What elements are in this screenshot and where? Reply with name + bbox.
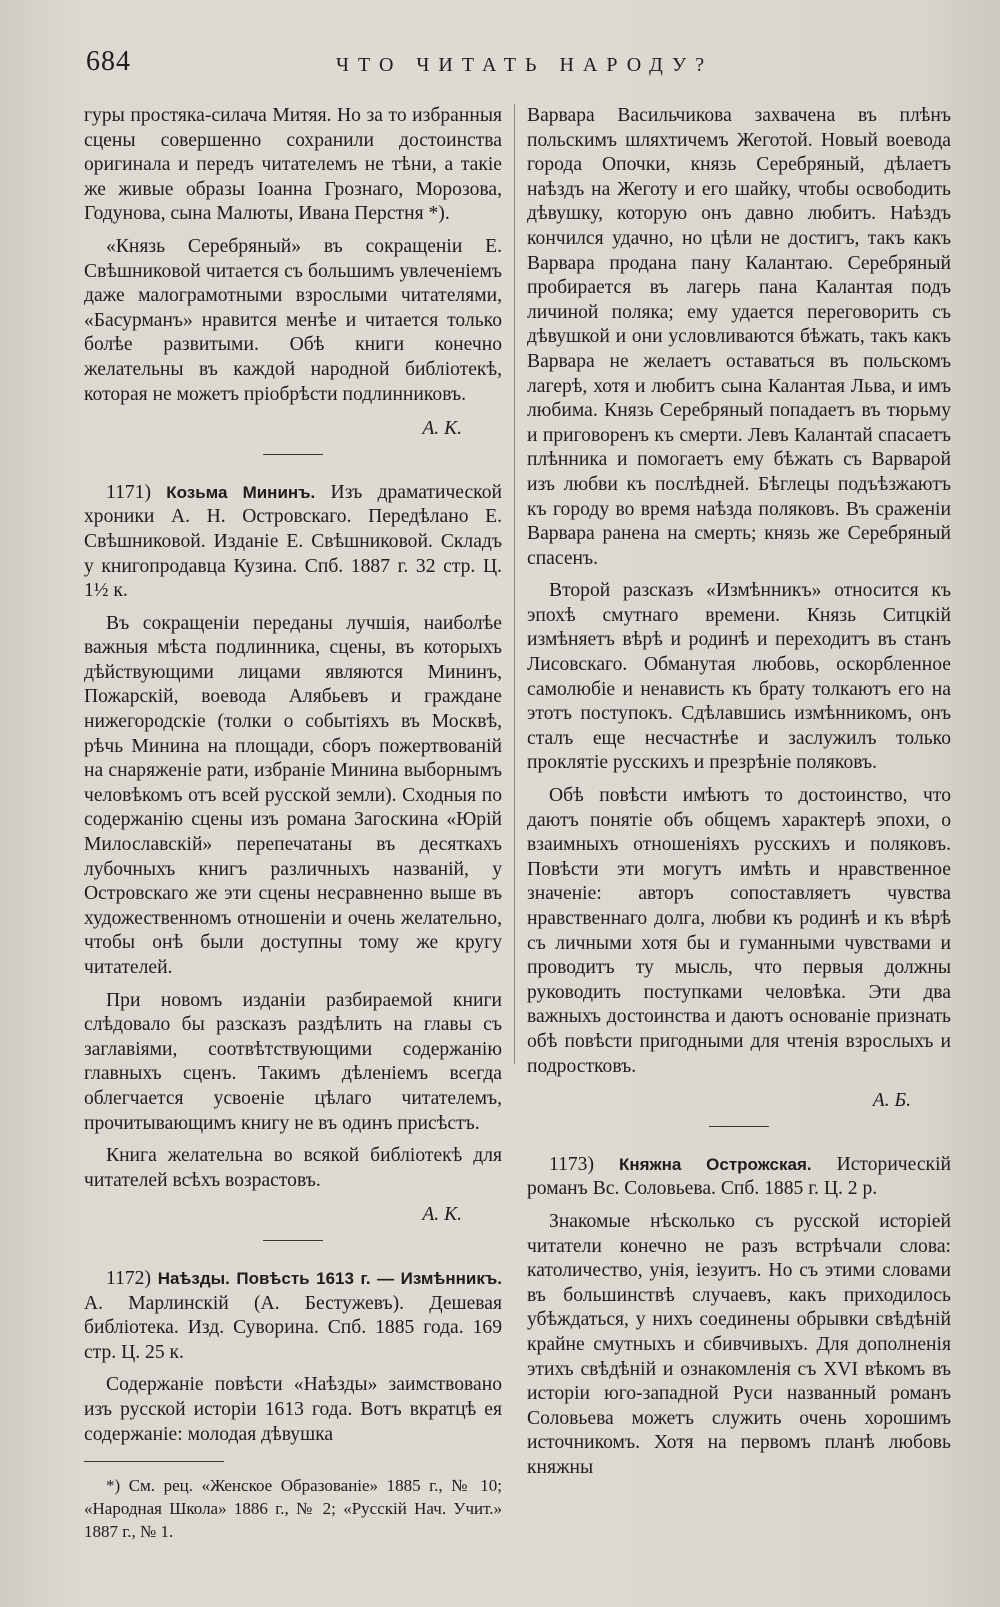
right-column	[527, 104, 951, 1480]
section-divider	[263, 1240, 323, 1241]
paragraph: При новомъ изданіи разбираемой книги слѣдовало бы разсказъ раздѣлить на главы съ заглавіями, соотвѣтствующими содержанію главныхъ сценъ. Такимъ дѣленіемъ всегда облегчается усвоеніе цѣлаго читателемъ, прочитывающимъ книгу не въ одинъ присѣстъ.	[84, 989, 502, 1134]
paragraph: Варвара Васильчикова захвачена въ плѣнъ польскимъ шляхтичемъ Жеготой. Новый воевода города Опочки, князь Серебряный, дѣлаетъ наѣздъ на Жеготу и его шайку, чтобы освободить дѣвушку, которую онъ давно любитъ. Наѣздъ кончился удачно, но цѣли не достигъ, такъ какъ Варвара продана пану Калантаю. Серебряный пробирается въ лагерь пана Калантая подъ личиной поляка; ему удается переговорить съ дѣвушкой и они условливаются бѣжать, такъ какъ Варвара не желаетъ оставаться въ польскомъ лагерѣ, хотя и любитъ сына Калантая Льва, и имъ любима. Князь Серебряный попадаетъ въ тюрьму и приговоренъ къ смерти. Левъ Калантай спасаетъ плѣнника и помогаетъ ему бѣжать съ Варварой изъ любви къ послѣдней. Бѣглецы подъѣзжаютъ къ городу во время наѣзда поляковъ. Въ сраженіи Варвара ранена на смерть; князь же Серебряный спасенъ.	[527, 105, 951, 569]
entry-title: Княжна Острожская.	[619, 1154, 812, 1174]
section-divider	[263, 454, 323, 455]
paragraph: гуры простяка-силача Митяя. Но за то избранныя сцены совершенно сохранили достоинства оригинала и передъ читателемъ не тѣни, а такіе же живые образы Іоанна Грознаго, Морозова, Годунова, сына Малюты, Ивана Перстня *).	[84, 105, 502, 225]
page-number: 684	[86, 46, 131, 77]
entry-bibliography: Изъ драматической хроники А. Н. Островскаго. Передѣлано Е. Свѣшниковой. Изданіе Е. Свѣшниковой. Складъ у книгопродавца Кузина. Спб. 1887 г. 32 стр. Ц. 1½ к.	[84, 481, 502, 602]
entry-1171	[84, 481, 502, 604]
footnote: *) См. рец. «Женское Образованіе» 1885 г., № 10; «Народная Школа» 1886 г., № 2; «Русскій Нач. Учит.» 1887 г., № 1.	[84, 1476, 502, 1542]
paragraph: «Князь Серебряный» въ сокращеніи Е. Свѣшниковой читается съ большимъ увлеченіемъ даже малограмотными взрослыми читателями, «Басурманъ» нравится менѣе и читается только болѣе развитыми. Обѣ книги конечно желательны въ каждой народной библіотекѣ, которая не можетъ пріобрѣсти подлинниковъ.	[84, 235, 502, 405]
entry-number: 1173)	[549, 1153, 594, 1175]
footnote-rule	[84, 1461, 224, 1462]
signature: А. К.	[422, 418, 462, 440]
column-divider	[514, 104, 515, 1064]
entry-number: 1171)	[106, 481, 151, 503]
signature: А. Б.	[872, 1090, 911, 1112]
running-title: ЧТО ЧИТАТЬ НАРОДУ?	[336, 54, 714, 76]
paragraph: Въ сокращеніи переданы лучшія, наиболѣе важныя мѣста подлинника, сцены, въ которыхъ дѣйствующими лицами являются Мининъ, Пожарскій, воевода Алябьевъ и граждане нижегородскіе (толки о событіяхъ въ Москвѣ, рѣчь Минина на площади, сборъ пожертвованій на снаряженіе рати, избраніе Минина выборнымъ человѣкомъ отъ всей русской земли). Сходныя по содержанію сцены изъ романа Загоскина «Юрій Милославскій» перепечатаны въ десяткахъ лубочныхъ книгъ различныхъ названій, у Островскаго же эти сцены несравненно выше въ художественномъ отношеніи и очень желательно, чтобы онѣ были доступны тому же кругу читателей.	[84, 612, 502, 978]
paragraph: Второй разсказъ «Измѣнникъ» относится къ эпохѣ смутнаго времени. Князь Ситцкій измѣняетъ вѣрѣ и родинѣ и переходитъ въ станъ Лисовскаго. Обманутая любовь, оскорбленное самолюбіе и ненависть къ брату толкаютъ его на этотъ поступокъ. Сдѣлавшись измѣнникомъ, онъ сталъ еще несчастнѣе и заслужилъ только проклятіе русскихъ и презрѣніе поляковъ.	[527, 580, 951, 774]
entry-number: 1172)	[106, 1267, 151, 1289]
entry-1172	[84, 1267, 502, 1365]
entry-1173	[527, 1153, 951, 1202]
entry-title: Козьма Мининъ.	[166, 482, 316, 502]
entry-title: Наѣзды. Повѣсть 1613 г. — Измѣнникъ.	[157, 1268, 502, 1288]
left-column	[84, 104, 502, 1543]
paragraph: Знакомые нѣсколько съ русской исторіей читатели конечно не разъ встрѣчали слова: католичество, унія, іезуитъ. Но съ этими словами въ большинствѣ случаевъ, какъ приходилось убѣждаться, у нихъ соединены обрывки свѣдѣній крайне смутныхъ и сбивчивыхъ. Для дополненія этихъ свѣдѣній и ознакомленія съ XVI вѣкомъ въ исторіи юго-западной Руси названный романъ Соловьева можетъ служить очень хорошимъ источникомъ. Хотя на первомъ планѣ любовь княжны	[527, 1210, 951, 1478]
paragraph: Книга желательна во всякой библіотекѣ для читателей всѣхъ возрастовъ.	[84, 1145, 502, 1191]
entry-bibliography: Историческій романъ Вс. Соловьева. Спб. 1885 г. Ц. 2 р.	[527, 1153, 951, 1200]
section-divider	[709, 1126, 769, 1127]
page-header	[86, 46, 964, 82]
signature: А. К.	[422, 1204, 462, 1226]
paragraph: Обѣ повѣсти имѣютъ то достоинство, что даютъ понятіе объ общемъ характерѣ эпохи, о взаимныхъ отношеніяхъ русскихъ и поляковъ. Повѣсти эти могутъ имѣть и нравственное значеніе: авторъ сопоставляетъ чувства нравственнаго долга, любви къ родинѣ и къ вѣрѣ съ личными хотя бы и гуманными чувствами и проводитъ ту мысль, что первыя должны руководить поступками человѣка. Эти два важныхъ достоинства и даютъ основаніе признать обѣ повѣсти пригодными для чтенія взрослыхъ и подростковъ.	[527, 785, 951, 1077]
entry-bibliography: А. Марлинскій (А. Бестужевъ). Дешевая библіотека. Изд. Суворина. Спб. 1885 года. 169 стр. Ц. 25 к.	[84, 1292, 502, 1363]
paragraph: Содержаніе повѣсти «Наѣзды» заимствовано изъ русской исторіи 1613 года. Вотъ вкратцѣ ея содержаніе: молодая дѣвушка	[84, 1374, 502, 1445]
